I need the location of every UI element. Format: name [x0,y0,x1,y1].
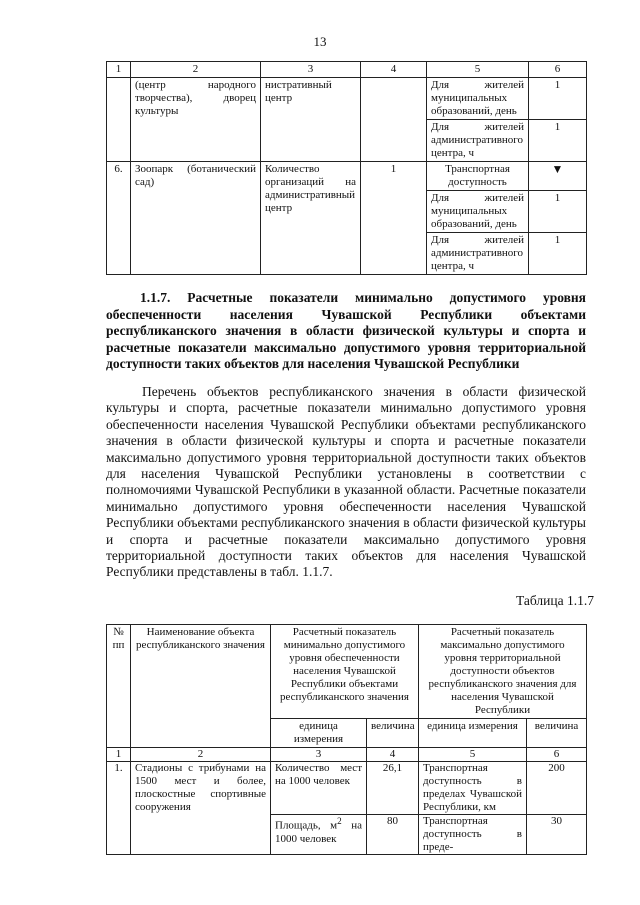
header-unit: единица измерения [271,719,367,748]
table-caption: Таблица 1.1.7 [516,593,594,608]
table-1-1-7 [106,624,587,855]
section-heading: 1.1.7. Расчетные показатели минимально допустимого уровня обеспеченности населения Чувашской Республики объектами республиканского значения в области физической культуры и спорта и расчетные показатели максимально допустимого уровня территориальной доступности таких объектов для населения Чувашской Республики [106,290,586,371]
continued-table [106,61,587,275]
access-unit: Транспортная доступность в пределах Чувашской Республики, км [419,762,527,815]
access-value: 1 [529,120,587,162]
col-number: 1 [107,748,131,762]
access-value: 1 [529,78,587,120]
col-number: 1 [107,62,131,78]
indicator-unit: Количество организаций на административный центр [261,162,361,275]
col-number: 4 [361,62,427,78]
table-row [107,78,587,120]
access-value: 30 [527,815,587,855]
object-name: Зоопарк (ботанический сад) [131,162,261,275]
transport-label: Транспортная доступность [427,162,529,191]
down-arrow-icon: ▼ [529,162,587,191]
col-number: 2 [131,748,271,762]
col-number: 2 [131,62,261,78]
header-number: № пп [107,625,131,748]
column-number-row [107,62,587,78]
col-number: 6 [529,62,587,78]
header-max-access: Расчетный показатель максимально допустимого уровня территориальной доступности объектов республиканского значения для населения Чувашской Республики [419,625,587,719]
indicator-value [361,78,427,162]
row-number [107,78,131,162]
access-unit: Для жителей административного центра, ч [427,120,529,162]
access-unit: Для жителей муниципальных образований, день [427,78,529,120]
col-number: 5 [419,748,527,762]
col-number: 4 [367,748,419,762]
body-paragraph: Перечень объектов республиканского значения в области физической культуры и спорта, расчетные показатели минимально допустимого уровня обеспеченности населения Чувашской Республики объектами республиканского значения в области физической культуры и спорта и расчетные показатели максимально допустимого уровня территориальной доступности таких объектов для населения Чувашской Республики установлены в соответствии с полномочиями Чувашской Республики в указанной области. Расчетные показатели минимально допустимого уровня обеспеченности населения Чувашской Республики объектами республиканского значения в области физической культуры и спорта и расчетные показатели максимально допустимого уровня территориальной доступности таких объектов для населения Чувашской Республики представлены в табл. 1.1.7. [106,384,586,580]
header-value: величина [367,719,419,748]
object-name: (центр народного творчества), дворец культуры [131,78,261,162]
col-number: 5 [427,62,529,78]
access-value: 1 [529,233,587,275]
indicator-suffix: на 1000 человек [275,819,362,845]
indicator-unit: Количество мест на 1000 человек [271,762,367,815]
header-unit: единица измерения [419,719,527,748]
header-object-name: Наименование объекта республиканского значения [131,625,271,748]
access-unit: Транспортная доступность в преде- [419,815,527,855]
table-row [107,162,587,191]
header-min-level: Расчетный показатель минимально допустимого уровня обеспеченности населения Чувашской Республики объектами республиканского значения [271,625,419,719]
header-row [107,625,587,719]
access-value: 1 [529,191,587,233]
access-unit: Для жителей административного центра, ч [427,233,529,275]
access-value: 200 [527,762,587,815]
object-name: Стадионы с трибунами на 1500 мест и более, плоскостные спортивные сооружения [131,762,271,855]
column-number-row [107,748,587,762]
indicator-value: 1 [361,162,427,275]
col-number: 3 [261,62,361,78]
table-row [107,762,587,815]
indicator-unit [271,815,367,855]
col-number: 6 [527,748,587,762]
col-number: 3 [271,748,367,762]
superscript: 2 [337,816,342,826]
indicator-value: 26,1 [367,762,419,815]
access-unit: Для жителей муниципальных образований, день [427,191,529,233]
header-value: величина [527,719,587,748]
row-number: 6. [107,162,131,275]
page-number: 13 [313,34,327,49]
row-number: 1. [107,762,131,855]
indicator-unit: нистративный центр [261,78,361,162]
indicator-value: 80 [367,815,419,855]
indicator-prefix: Площадь, м [275,819,338,832]
